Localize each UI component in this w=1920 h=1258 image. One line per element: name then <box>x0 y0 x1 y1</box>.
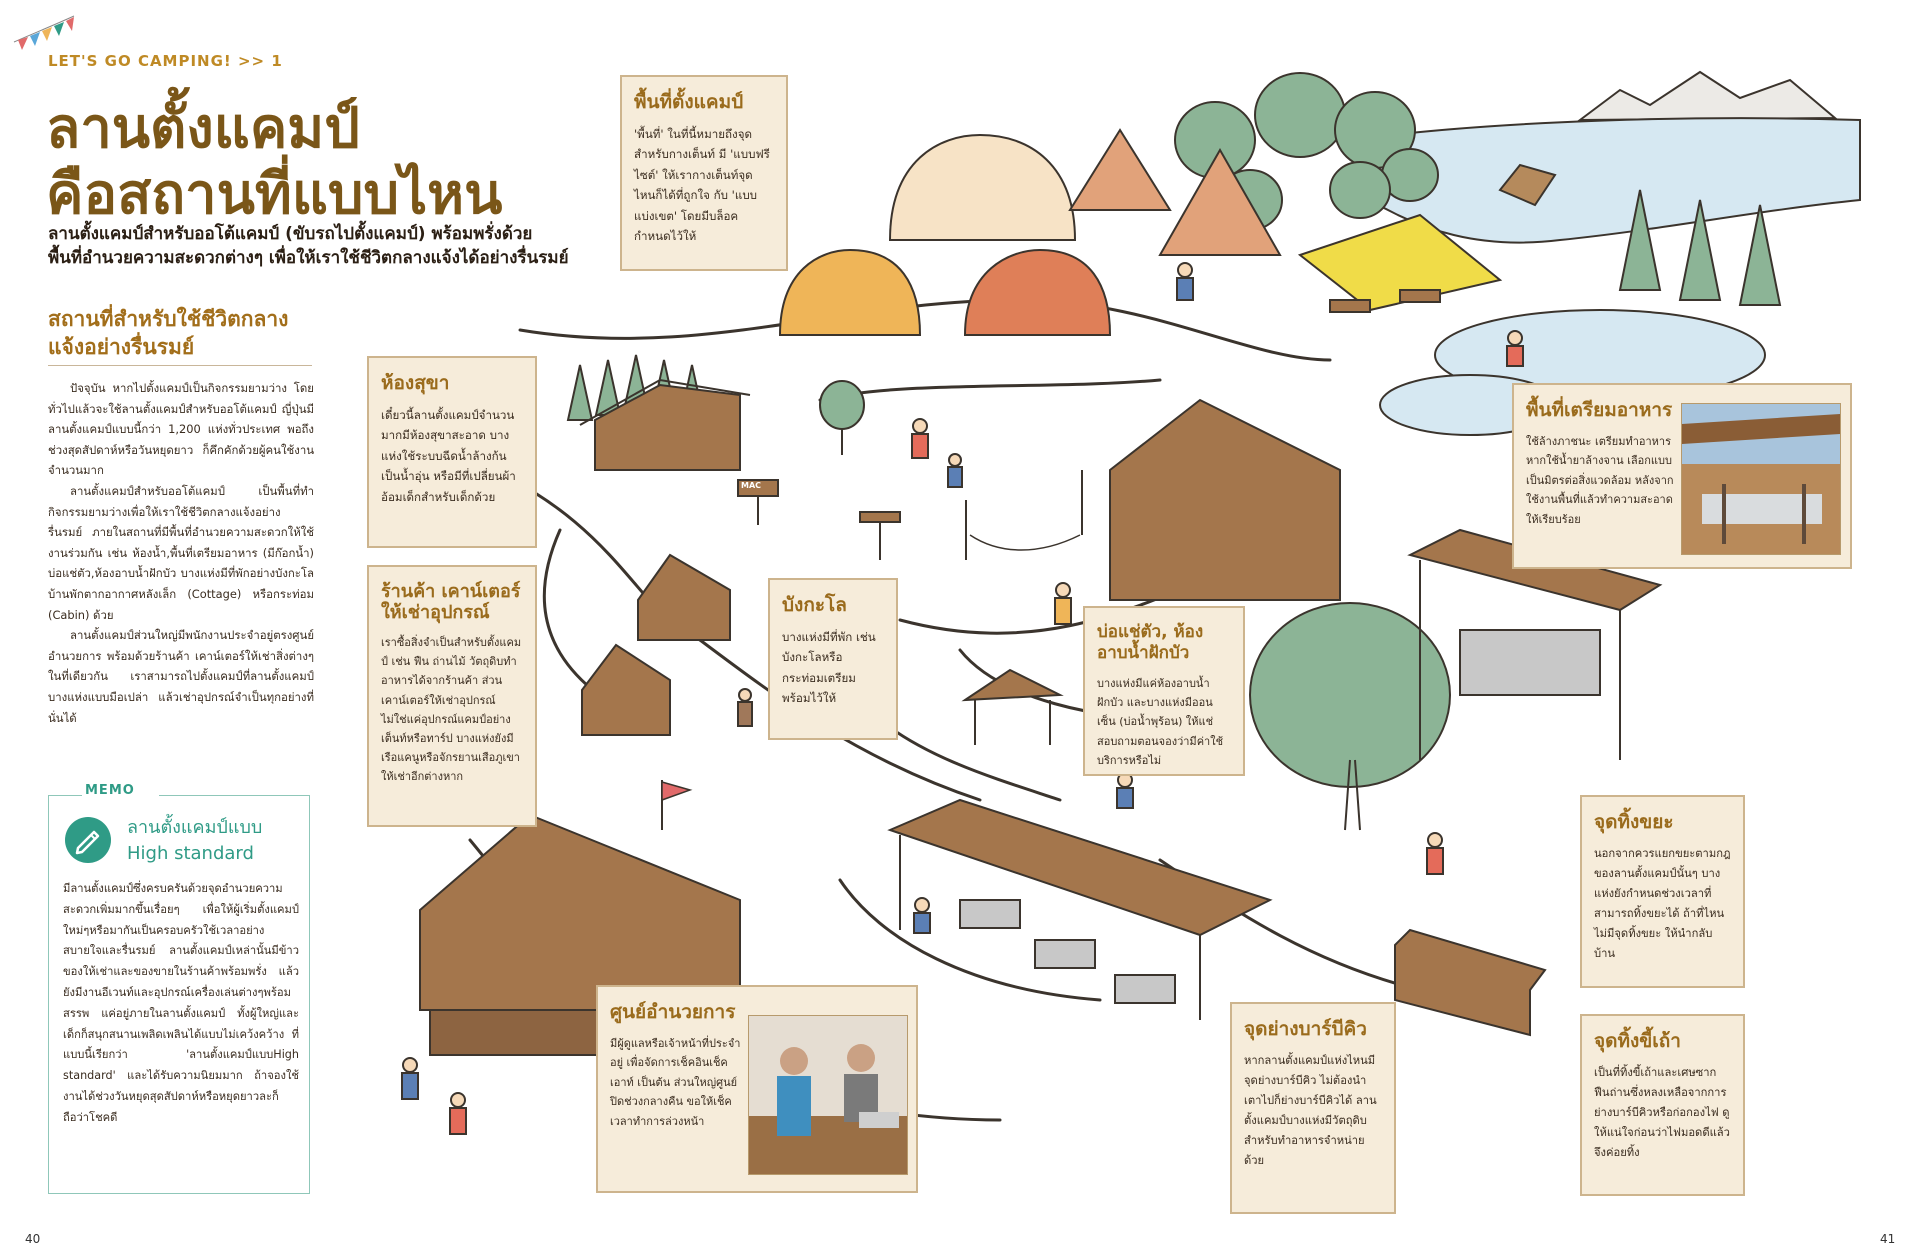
memo-border <box>48 795 82 796</box>
callout-bath <box>1083 606 1245 776</box>
kitchen-photo <box>1681 403 1841 555</box>
page-title <box>46 96 606 228</box>
memo-title <box>127 815 302 867</box>
callout-body: นอกจากควรแยกขยะตามกฎของลานตั้งแคมป์นั้นๆ บางแห่งยังกำหนดช่วงเวลาที่สามารถทิ้งขยะได้ ถ้าที่ไหนไม่มีจุดทิ้งขยะ ให้นำกลับบ้าน <box>1594 847 1731 960</box>
body-paragraph: ปัจจุบัน หากไปตั้งแคมป์เป็นกิจกรรมยามว่าง โดยทั่วไปแล้วจะใช้ลานตั้งแคมป์สำหรับออโต้แคมป์ ญี่ปุ่นมีลานตั้งแคมป์แบบนี้กว่า 1,200 แห่งทั่วประเทศ พอถึงช่วงสุดสัปดาห์หรือวันหยุดยาว ก็คึกคักด้วยผู้คนใช้งานจำนวนมาก <box>48 381 314 478</box>
callout-campsite <box>620 75 788 271</box>
callout-title: จุดทิ้งขยะ <box>1594 811 1674 833</box>
cabin-sign: MAC <box>741 481 762 490</box>
callout-body: หากลานตั้งแคมป์แห่งไหนมีจุดย่างบาร์บีคิว ไม่ต้องนำเตาไปก็ย่างบาร์บีคิวได้ ลานตั้งแคมป์บางแห่งมีวัตถุดิบสำหรับทำอาหารจำหน่ายด้วย <box>1244 1054 1377 1167</box>
callout-kitchen <box>1512 383 1852 569</box>
series-label: LET'S GO CAMPING! >> 1 <box>48 52 283 70</box>
subtitle-line: พื้นที่อำนวยความสะดวกต่างๆ เพื่อให้เราใช้ชีวิตกลางแจ้งได้อย่างรื่นรมย์ <box>48 248 569 268</box>
callout-bbq <box>1230 1002 1396 1214</box>
pencil-icon <box>65 817 111 863</box>
callout-body: บางแห่งมีที่พัก เช่น บังกะโลหรือกระท่อมเตรียมพร้อมไว้ให้ <box>782 630 876 706</box>
memo-title-line: High standard <box>127 843 254 864</box>
memo-title-line: ลานตั้งแคมป์แบบ <box>127 817 263 838</box>
memo-body: มีลานตั้งแคมป์ซึ่งครบครันด้วยจุดอำนวยความสะดวกเพิ่มมากขึ้นเรื่อยๆ เพื่อให้ผู้เริ่มตั้งแคมป์ใหม่ๆหรือมากันเป็นครอบครัวใช้เวลาอย่างสบายใจและรื่นรมย์ ลานตั้งแคมป์เหล่านั้นมีข้าวของให้เช่าและของขายในร้านค้าพร้อมพรั่ง แล้วยังมีงานอีเวนท์และอุปกรณ์เครื่องเล่นต่างๆพร้อมสรรพ แค่อยู่ภายในลานตั้งแคมป์ ทั้งผู้ใหญ่และเด็กก็สนุกสนานเพลิดเพลินได้แบบไม่เคว้งคว้าง ที่แบบนี้เรียกว่า 'ลานตั้งแคมป์แบบHigh standard' และได้รับความนิยมมาก ถ้าจองใช้งานได้ช่วงวันหยุดสุดสัปดาห์หรือหยุดยาวละก็ถือว่าโชคดี <box>63 882 299 1124</box>
body-paragraph: ลานตั้งแคมป์สำหรับออโต้แคมป์ เป็นพื้นที่ทำกิจกรรมยามว่างเพื่อให้เราใช้ชีวิตกลางแจ้งอย่างรื่นรมย์ ภายในสถานที่มีพื้นที่อำนวยความสะดวกให้ใช้งานร่วมกัน เช่น ห้องน้ำ,พื้นที่เตรียมอาหาร (มีก๊อกน้ำ) บ่อแช่ตัว,ห้องอาบน้ำฝักบัว บางแห่งมีที่พักอย่างบังกะโล บ้านพักตากอากาศหลังเล็ก (Cottage) หรือกระท่อม (Cabin) ด้วย <box>48 483 314 622</box>
callout-title: ห้องสุขา <box>381 372 450 394</box>
section-body <box>48 378 314 728</box>
title-line: ลานตั้งแคมป์ <box>46 96 360 161</box>
body-paragraph: ลานตั้งแคมป์ส่วนใหญ่มีพนักงานประจำอยู่ตรงศูนย์อำนวยการ พร้อมด้วยร้านค้า เคาน์เตอร์ให้เช่าสิ่งต่างๆในที่เดียวกัน เราสามารถไปตั้งแคมป์ที่ลานตั้งแคมป์บางแห่งแบบมือเปล่า แล้วเช่าอุปกรณ์จำเป็นทุกอย่างที่นั่นได้ <box>48 628 314 725</box>
callout-body: 'พื้นที่' ในที่นี้หมายถึงจุดสำหรับกางเต็นท์ มี 'แบบฟรีไซต์' ให้เรากางเต็นท์จุดไหนก็ได้ที่ถูกใจ กับ 'แบบแบ่งเขต' โดยมีบล็อคกำหนดไว้ให้ <box>634 127 770 244</box>
callout-title: บ่อแช่ตัว, ห้องอาบน้ำฝักบัว <box>1097 622 1204 663</box>
callout-office <box>596 985 918 1193</box>
callout-title: ศูนย์อำนวยการ <box>610 1001 736 1023</box>
callout-garbage <box>1580 795 1745 988</box>
callout-title: ร้านค้า เคาน์เตอร์ให้เช่าอุปกรณ์ <box>381 581 521 623</box>
callout-title: จุดย่างบาร์บีคิว <box>1244 1018 1367 1040</box>
memo-box <box>48 783 310 1194</box>
callout-body: บางแห่งมีแค่ห้องอาบน้ำฝักบัว และบางแห่งมีออนเซ็น (บ่อน้ำพุร้อน) ให้แช่ สอบถามตอนจองว่ามีค่าใช้บริการหรือไม่ <box>1097 677 1224 767</box>
callout-body: เราซื้อสิ่งจำเป็นสำหรับตั้งแคมป์ เช่น ฟืน ถ่านไม้ วัตถุดิบทำอาหารได้จากร้านค้า ส่วนเคาน์เตอร์ให้เช่าอุปกรณ์ ไม่ใช่แค่อุปกรณ์แคมป์อย่างเต็นท์หรือทาร์ป บางแห่งยังมีเรือแคนูหรือจักรยานเสือภูเขาให้เช่าอีกต่างหาก <box>381 636 522 784</box>
page-subtitle <box>48 222 628 270</box>
memo-tag: MEMO <box>85 783 135 798</box>
office-photo <box>748 1015 908 1175</box>
section-heading-line: สถานที่สำหรับใช้ชีวิตกลาง <box>48 307 289 331</box>
page-number-left: 40 <box>25 1232 41 1246</box>
callout-title: พื้นที่เตรียมอาหาร <box>1526 399 1673 421</box>
section-heading-line: แจ้งอย่างรื่นรมย์ <box>48 335 195 359</box>
callout-title: บังกะโล <box>782 594 847 616</box>
page-number-right: 41 <box>1880 1232 1896 1246</box>
callout-bungalow <box>768 578 898 740</box>
callout-toilet <box>367 356 537 548</box>
callout-ash <box>1580 1014 1745 1196</box>
callout-title: จุดทิ้งขี้เถ้า <box>1594 1030 1681 1052</box>
subtitle-line: ลานตั้งแคมป์สำหรับออโต้แคมป์ (ขับรถไปตั้งแคมป์) พร้อมพรั่งด้วย <box>48 224 533 244</box>
callout-body: เป็นที่ทิ้งขี้เถ้าและเศษซากฟืนถ่านซึ่งหลงเหลือจากการย่างบาร์บีคิวหรือก่อกองไฟ ดูให้แน่ใจก่อนว่าไฟมอดดีแล้วจึงค่อยทิ้ง <box>1594 1066 1730 1159</box>
callout-body: เดี๋ยวนี้ลานตั้งแคมป์จำนวนมากมีห้องสุขาสะอาด บางแห่งใช้ระบบฉีดน้ำล้างก้นเป็นน้ำอุ่น หรือมีที่เปลี่ยนผ้าอ้อมเด็กสำหรับเด็กด้วย <box>381 408 516 504</box>
memo-border <box>159 795 310 796</box>
callout-body: มีผู้ดูแลหรือเจ้าหน้าที่ประจำอยู่ เพื่อจัดการเช็คอินเช็คเอาท์ เป็นต้น ส่วนใหญ่ศูนย์ปิดช่วงกลางคืน ขอให้เช็คเวลาทำการล่วงหน้า <box>610 1037 741 1128</box>
section-heading <box>48 305 318 361</box>
callout-title: พื้นที่ตั้งแคมป์ <box>634 91 744 113</box>
section-divider <box>48 365 312 366</box>
callout-body: ใช้ล้างภาชนะ เตรียมทำอาหาร หากใช้น้ำยาล้างจาน เลือกแบบเป็นมิตรต่อสิ่งแวดล้อม หลังจากใช้งานพื้นที่แล้วทำความสะอาดให้เรียบร้อย <box>1526 435 1674 526</box>
bunting-decoration <box>12 12 82 54</box>
title-line: คือสถานที่แบบไหน <box>46 162 503 227</box>
callout-shop <box>367 565 537 827</box>
